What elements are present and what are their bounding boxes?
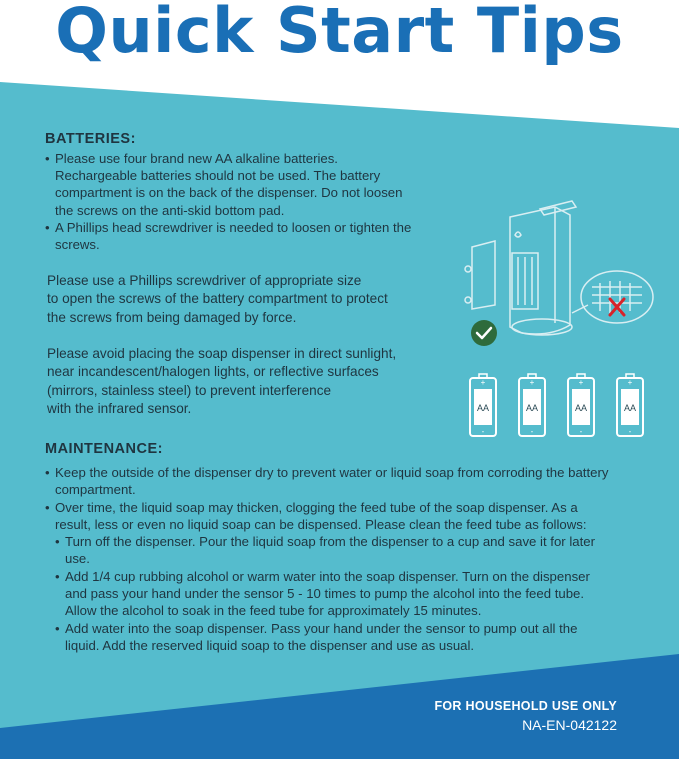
battery-label: AA — [623, 403, 637, 413]
list-item: • Add water into the soap dispenser. Pass your hand under the sensor to pump out all the liquid. Add the reserved liquid soap to the dispenser and use as usual. — [55, 620, 578, 653]
battery-row — [468, 373, 658, 439]
batteries-bullet-list — [45, 150, 465, 253]
battery-icon — [568, 374, 594, 436]
placement-paragraph: Please avoid placing the soap dispenser in direct sunlight, near incandescent/halogen lights, or reflective surfaces (mirrors, stainless steel) to prevent interference with the infrared sensor. — [47, 346, 397, 416]
page-title: Quick Start Tips — [55, 0, 624, 67]
svg-text:+: + — [480, 378, 486, 387]
cross-icon — [610, 299, 624, 315]
svg-text:-: - — [628, 427, 632, 436]
list-item: • Turn off the dispenser. Pour the liquid soap from the dispenser to a cup and save it for later use. — [55, 534, 596, 567]
battery-icon — [617, 374, 643, 436]
batteries-heading: BATTERIES: — [45, 131, 136, 147]
list-item: • Keep the outside of the dispenser dry to prevent water or liquid soap from corroding the battery compartment. — [45, 465, 609, 498]
battery-label: AA — [525, 403, 539, 413]
list-item: • Please use four brand new AA alkaline batteries. Rechargeable batteries should not be used. The battery compartment is on the back of the dispenser. Do not loosen the screws on the anti-skid bottom pad. — [45, 151, 403, 218]
list-item: • A Phillips head screwdriver is needed to loosen or tighten the screws. — [45, 219, 412, 253]
battery-label: AA — [574, 403, 588, 413]
list-item: • Add 1/4 cup rubbing alcohol or warm water into the soap dispenser. Turn on the dispenser and pass your hand under the sensor 5 - 10 times to pump the alcohol into the feed tube. Allow the alcohol to soak in the feed tube for approximately 15 minutes. — [55, 568, 590, 619]
footer-code: NA-EN-042122 — [522, 717, 617, 733]
svg-text:-: - — [530, 427, 534, 436]
battery-label: AA — [476, 403, 490, 413]
battery-icon — [519, 374, 545, 436]
maintenance-list — [45, 464, 645, 654]
check-icon — [471, 320, 497, 346]
feed-tube-steps — [55, 533, 645, 654]
dispenser-illustration — [460, 195, 670, 355]
svg-text:+: + — [627, 378, 633, 387]
screwdriver-paragraph: Please use a Phillips screwdriver of appropriate size to open the screws of the battery compartment to protect the screws from being damaged by force. — [47, 273, 388, 325]
maintenance-heading: MAINTENANCE: — [45, 441, 163, 457]
svg-text:-: - — [481, 427, 485, 436]
footer-label: FOR HOUSEHOLD USE ONLY — [434, 699, 617, 713]
list-item: • Over time, the liquid soap may thicken, clogging the feed tube of the soap dispenser. As a result, less or even no liquid soap can be dispensed. Please clean the feed tube as follows: — [45, 499, 587, 532]
svg-text:-: - — [579, 427, 583, 436]
battery-icon — [470, 374, 496, 436]
svg-text:+: + — [578, 378, 584, 387]
svg-text:+: + — [529, 378, 535, 387]
